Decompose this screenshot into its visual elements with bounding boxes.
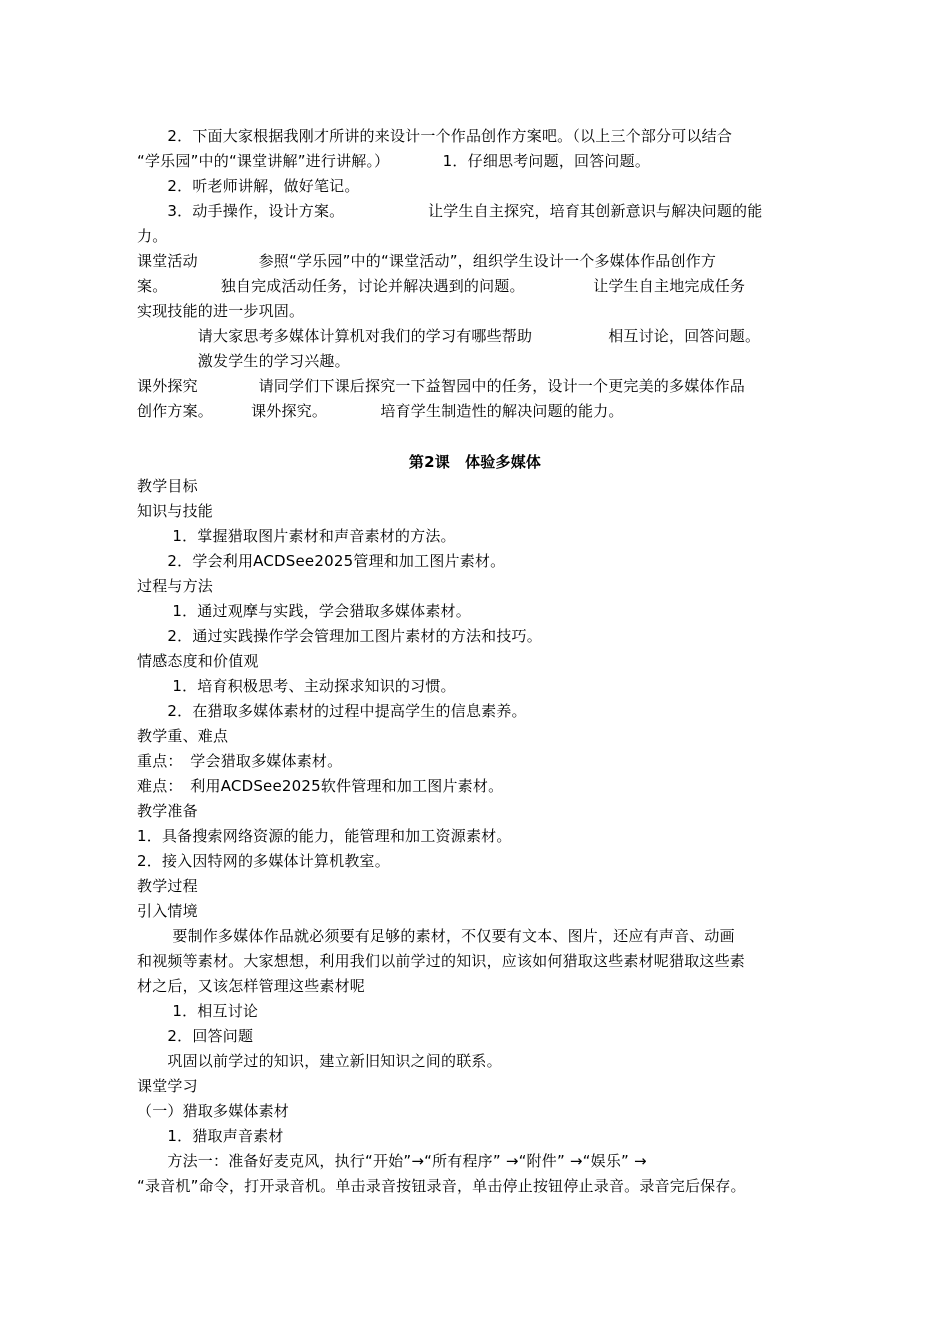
lesson-title: 第2课 体验多媒体 (408, 453, 542, 471)
text-line: 重点： 学会猎取多媒体素材。 (137, 752, 343, 770)
sub-heading: 过程与方法 (137, 577, 214, 595)
text-line: 2．接入因特网的多媒体计算机教室。 (137, 852, 390, 870)
text-line: 1．具备搜索网络资源的能力，能管理和加工资源素材。 (137, 827, 512, 845)
text-line: 1．猎取声音素材 (137, 1127, 284, 1145)
text-line: 材之后，又该怎样管理这些素材呢 (137, 977, 366, 995)
text-line: 2．在猎取多媒体素材的过程中提高学生的信息素养。 (137, 702, 527, 720)
sub-heading: （一）猎取多媒体素材 (137, 1102, 290, 1120)
text-line: 1．培育积极思考、主动探求知识的习惯。 (137, 677, 456, 695)
sub-heading: 教学重、难点 (137, 727, 229, 745)
text-line: 课外探究 请同学们下课后探究一下益智园中的任务，设计一个更完美的多媒体作品 (137, 377, 746, 395)
text-line: 2．通过实践操作学会管理加工图片素材的方法和技巧。 (137, 627, 542, 645)
sub-heading: 教学准备 (137, 802, 198, 820)
text-line: 2．回答问题 (137, 1027, 254, 1045)
text-line: 要制作多媒体作品就必须要有足够的素材，不仅要有文本、图片，还应有声音、动画 (137, 927, 735, 945)
text-line: 3．动手操作，设计方案。 让学生自主探究，培育其创新意识与解决问题的能 (137, 202, 763, 220)
text-line: 力。 (137, 227, 168, 245)
text-line: 1．相互讨论 (137, 1002, 259, 1020)
sub-heading: 教学过程 (137, 877, 198, 895)
section-heading: 课堂学习 (137, 1077, 198, 1095)
text-line: “学乐园”中的“课堂讲解”进行讲解。） 1．仔细思考问题，回答问题。 (137, 152, 651, 170)
sub-heading: 情感态度和价值观 (137, 652, 259, 670)
section-heading: 教学目标 (137, 477, 198, 495)
text-line: 1．掌握猎取图片素材和声音素材的方法。 (137, 527, 456, 545)
text-line: 实现技能的进一步巩固。 (137, 302, 305, 320)
text-line: 难点： 利用ACDSee2025软件管理和加工图片素材。 (137, 777, 504, 795)
text-line: 2．听老师讲解，做好笔记。 (137, 177, 360, 195)
text-line: 方法一：准备好麦克风，执行“开始”→“所有程序” →“附件” →“娱乐” → (137, 1152, 647, 1170)
text-line: 2．学会利用ACDSee2025管理和加工图片素材。 (137, 552, 506, 570)
text-line: 案。 独自完成活动任务，讨论并解决遇到的问题。 让学生自主地完成任务 (137, 277, 746, 295)
sub-heading: 知识与技能 (137, 502, 214, 520)
text-line: 巩固以前学过的知识，建立新旧知识之间的联系。 (137, 1052, 502, 1070)
text-line: 课堂活动 参照“学乐园”中的“课堂活动”，组织学生设计一个多媒体作品创作方 (137, 252, 717, 270)
text-line: 创作方案。 课外探究。 培育学生制造性的解决问题的能力。 (137, 402, 624, 420)
text-line: 2．下面大家根据我刚才所讲的来设计一个作品创作方案吧。（以上三个部分可以结合 (137, 127, 733, 145)
sub-heading: 引入情境 (137, 902, 198, 920)
text-line: 请大家思考多媒体计算机对我们的学习有哪些帮助 相互讨论，回答问题。 (137, 327, 761, 345)
text-line: “录音机”命令，打开录音机。单击录音按钮录音，单击停止按钮停止录音。录音完后保存。 (137, 1177, 746, 1195)
text-line: 和视频等素材。大家想想，利用我们以前学过的知识，应该如何猎取这些素材呢猎取这些素 (137, 952, 746, 970)
text-line: 1．通过观摩与实践，学会猎取多媒体素材。 (137, 602, 471, 620)
text-line: 激发学生的学习兴趣。 (137, 352, 350, 370)
